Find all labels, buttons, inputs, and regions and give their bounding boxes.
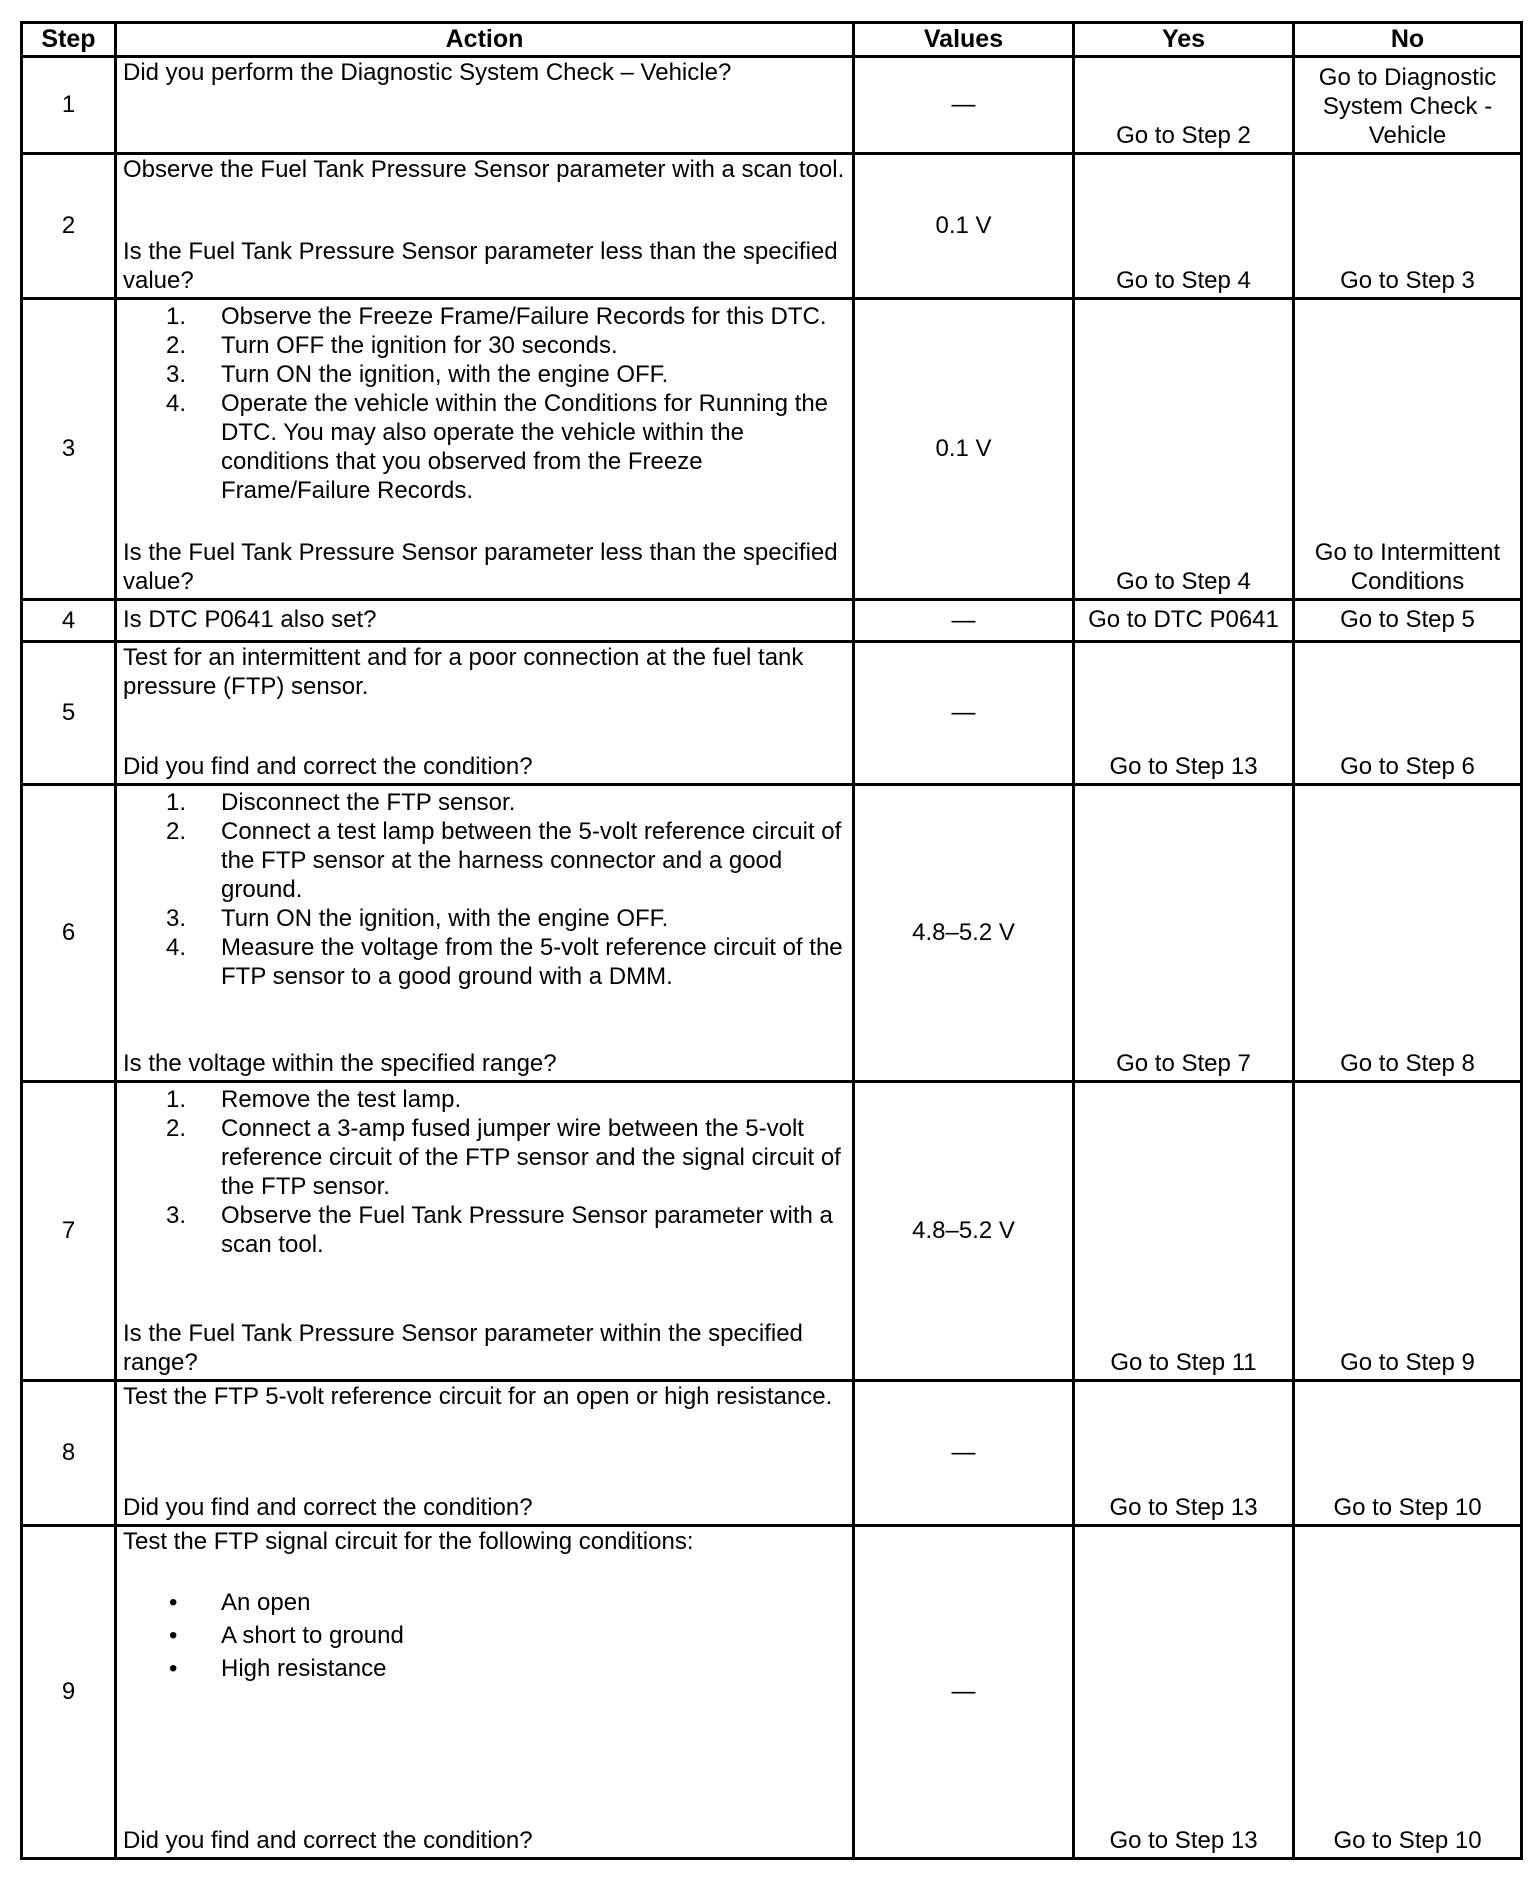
action-question: Did you find and correct the condition?: [123, 1827, 533, 1854]
no-cell: Go to Step 5: [1294, 600, 1522, 642]
condition-list: [123, 1586, 846, 1685]
step-number: 7: [22, 1082, 116, 1381]
action-question: Is the Fuel Tank Pressure Sensor parameter within the specified range?: [123, 1320, 803, 1377]
value-cell: —: [854, 1381, 1074, 1526]
action-step: Connect a test lamp between the 5-volt reference circuit of the FTP sensor at the harness connector and a good ground.: [221, 818, 842, 904]
action-step: Operate the vehicle within the Conditions for Running the DTC. You may also operate the vehicle within the conditions that you observed from the Freeze Frame/Failure Records.: [221, 390, 829, 504]
table-row: [22, 1082, 1522, 1381]
yes-cell: Go to Step 2: [1074, 57, 1294, 154]
step-number: 9: [22, 1526, 116, 1859]
action-cell: [116, 1082, 854, 1381]
action-step: Turn ON the ignition, with the engine OFF.: [221, 361, 669, 388]
action-question: Is DTC P0641 also set?: [123, 606, 377, 634]
action-question: Did you find and correct the condition?: [123, 1494, 533, 1521]
table-row: [22, 299, 1522, 600]
no-cell: Go to Step 8: [1294, 785, 1522, 1082]
action-cell: [116, 299, 854, 600]
header-step: Step: [22, 23, 116, 57]
yes-cell: Go to Step 7: [1074, 785, 1294, 1082]
action-steps: [123, 1085, 846, 1259]
table-row: [22, 57, 1522, 154]
action-cell: [116, 154, 854, 299]
yes-cell: Go to Step 4: [1074, 299, 1294, 600]
action-question: Did you find and correct the condition?: [123, 753, 533, 781]
yes-cell: Go to Step 13: [1074, 1526, 1294, 1859]
table-row: [22, 154, 1522, 299]
yes-cell: Go to DTC P0641: [1074, 600, 1294, 642]
header-action: Action: [116, 23, 854, 57]
value-cell: —: [854, 1526, 1074, 1859]
action-step: Turn ON the ignition, with the engine OFF.: [221, 905, 669, 933]
header-yes: Yes: [1074, 23, 1294, 57]
no-cell: Go to Step 3: [1294, 154, 1522, 299]
header-values: Values: [854, 23, 1074, 57]
value-cell: —: [854, 57, 1074, 154]
yes-cell: Go to Step 4: [1074, 154, 1294, 299]
condition-item: • An open: [221, 1586, 846, 1619]
value-cell: —: [854, 600, 1074, 642]
action-steps: [123, 788, 846, 991]
yes-cell: Go to Step 13: [1074, 1381, 1294, 1526]
action-question: Is the Fuel Tank Pressure Sensor parameter less than the specified value?: [123, 539, 838, 596]
table-row: [22, 600, 1522, 642]
condition-item: • A short to ground: [221, 1619, 846, 1652]
value-cell: 0.1 V: [854, 299, 1074, 600]
value-cell: 0.1 V: [854, 154, 1074, 299]
no-cell: Go to Step 9: [1294, 1082, 1522, 1381]
step-number: 5: [22, 642, 116, 785]
action-intro: Test the FTP signal circuit for the following conditions:: [123, 1528, 694, 1555]
condition-item: • High resistance: [221, 1652, 846, 1685]
action-step: Turn OFF the ignition for 30 seconds.: [221, 332, 618, 359]
action-cell: [116, 57, 854, 154]
step-number: 8: [22, 1381, 116, 1526]
no-cell: Go to Diagnostic System Check - Vehicle: [1294, 57, 1522, 154]
diagnostic-table: [20, 21, 1523, 1860]
header-row: [22, 23, 1522, 57]
step-number: 2: [22, 154, 116, 299]
action-step: Connect a 3-amp fused jumper wire between the 5-volt reference circuit of the FTP sensor and the signal circuit of the FTP sensor.: [221, 1115, 841, 1201]
action-cell: [116, 1526, 854, 1859]
step-number: 3: [22, 299, 116, 600]
value-cell: 4.8–5.2 V: [854, 785, 1074, 1082]
no-cell: Go to Intermittent Conditions: [1294, 299, 1522, 600]
action-step: Observe the Fuel Tank Pressure Sensor parameter with a scan tool.: [221, 1202, 833, 1259]
action-question: Is the voltage within the specified range?: [123, 1050, 557, 1078]
value-cell: 4.8–5.2 V: [854, 1082, 1074, 1381]
action-cell: [116, 642, 854, 785]
action-cell: [116, 785, 854, 1082]
yes-cell: Go to Step 13: [1074, 642, 1294, 785]
header-no: No: [1294, 23, 1522, 57]
action-steps: [123, 302, 846, 505]
action-step: Disconnect the FTP sensor.: [221, 789, 516, 817]
no-cell: Go to Step 10: [1294, 1381, 1522, 1526]
table-row: [22, 1526, 1522, 1859]
action-step: Remove the test lamp.: [221, 1086, 462, 1114]
step-number: 6: [22, 785, 116, 1082]
action-intro: Test the FTP 5-volt reference circuit for an open or high resistance.: [123, 1383, 833, 1411]
value-cell: —: [854, 642, 1074, 785]
action-intro: Test for an intermittent and for a poor connection at the fuel tank pressure (FTP) sensor.: [123, 644, 804, 701]
action-cell: [116, 1381, 854, 1526]
action-cell: [116, 600, 854, 642]
table-row: [22, 1381, 1522, 1526]
no-cell: Go to Step 6: [1294, 642, 1522, 785]
action-step: Observe the Freeze Frame/Failure Records for this DTC.: [221, 303, 827, 330]
step-number: 1: [22, 57, 116, 154]
table-row: [22, 785, 1522, 1082]
step-number: 4: [22, 600, 116, 642]
action-question: Did you perform the Diagnostic System Check – Vehicle?: [123, 59, 732, 86]
no-cell: Go to Step 10: [1294, 1526, 1522, 1859]
action-question: Is the Fuel Tank Pressure Sensor parameter less than the specified value?: [123, 238, 838, 294]
action-intro: Observe the Fuel Tank Pressure Sensor parameter with a scan tool.: [123, 156, 845, 184]
table-row: [22, 642, 1522, 785]
yes-cell: Go to Step 11: [1074, 1082, 1294, 1381]
action-step: Measure the voltage from the 5-volt reference circuit of the FTP sensor to a good ground with a DMM.: [221, 934, 843, 991]
